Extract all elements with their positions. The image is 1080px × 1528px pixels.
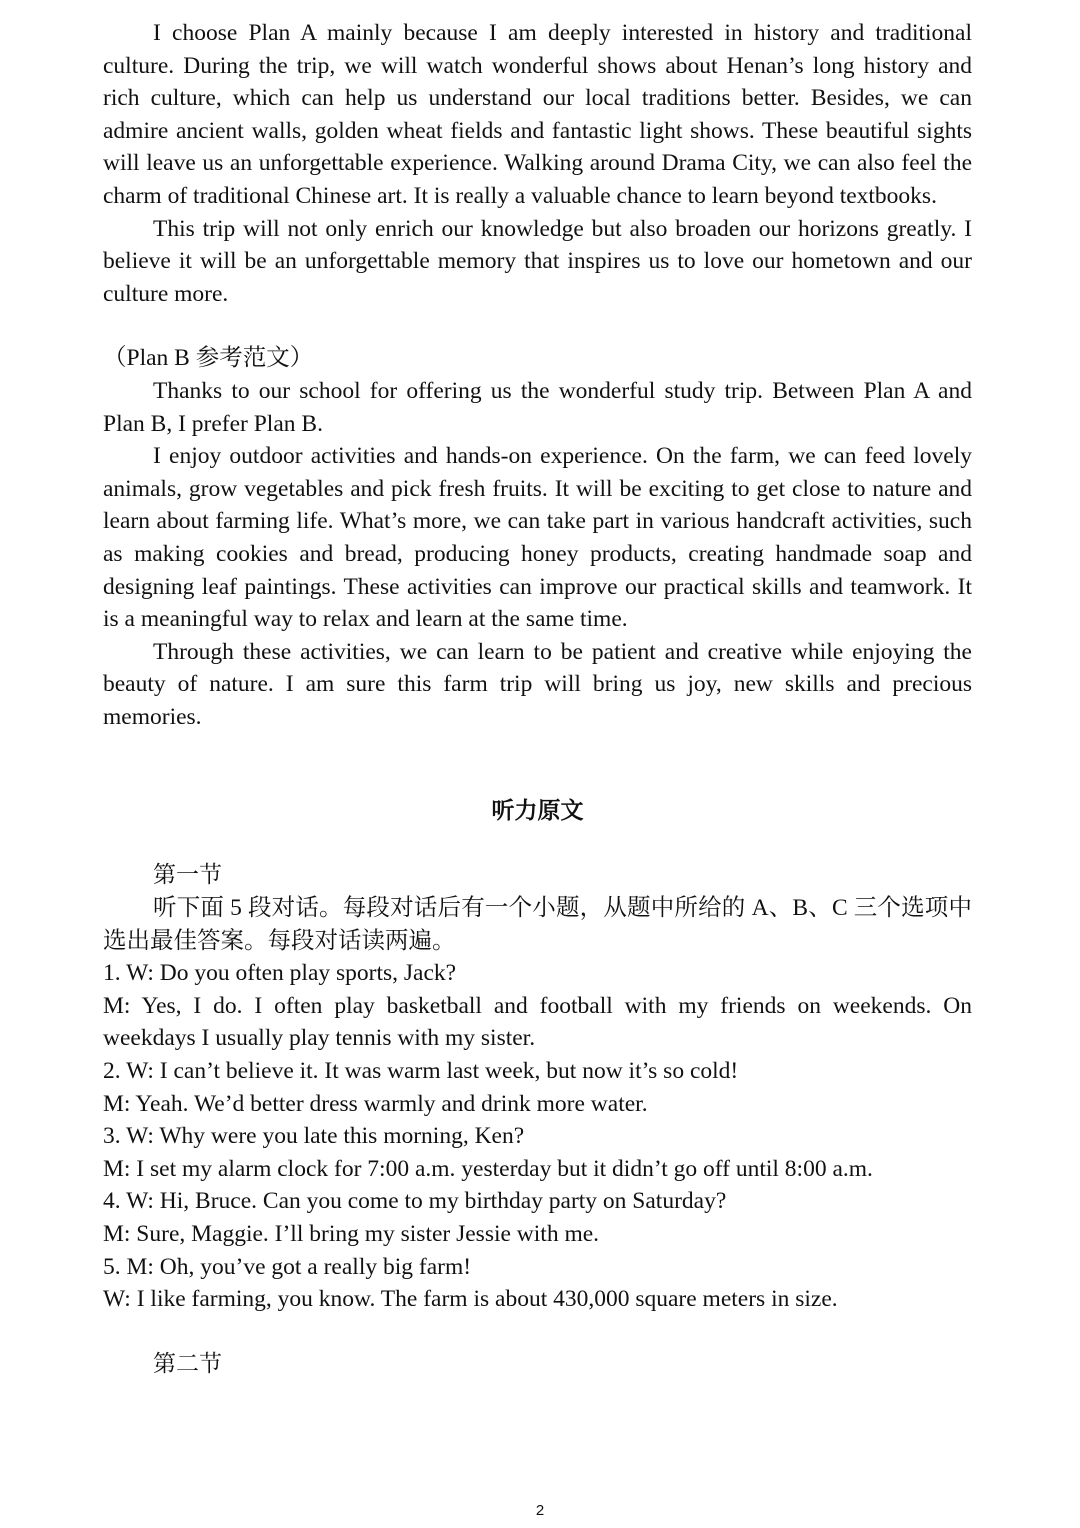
dialogue-line: 5. M: Oh, you’ve got a really big farm!	[103, 1253, 472, 1280]
dialogue-line: 3. W: Why were you late this morning, Ken?	[103, 1123, 525, 1150]
listening-transcript	[103, 795, 972, 1380]
dialogue-line: 2. W: I can’t believe it. It was warm last week, but now it’s so cold!	[103, 1058, 739, 1085]
plan-b-paragraph-3: Through these activities, we can learn to be patient and creative while enjoying the beauty of nature. I am sure this farm trip will bring us joy, new skills and precious memories.	[103, 638, 972, 730]
dialogue-line: W: I like farming, you know. The farm is about 430,000 square meters in size.	[103, 1286, 838, 1313]
section-1-heading: 第一节	[153, 862, 222, 888]
plan-a-essay	[103, 17, 972, 310]
dialogue-line: 4. W: Hi, Bruce. Can you come to my birthday party on Saturday?	[103, 1188, 727, 1215]
document-page	[103, 17, 972, 1380]
section-2-heading: 第二节	[153, 1350, 222, 1376]
plan-a-paragraph-1: I choose Plan A mainly because I am deeply interested in history and traditional culture. During the trip, we will watch wonderful shows about Henan’s long history and rich culture, which can help us understand our local traditions better. Besides, we can admire ancient walls, golden wheat fields and fantastic light shows. These beautiful sights will leave us an unforgettable experience. Walking around Drama City, we can also feel the charm of traditional Chinese art. It is really a valuable chance to learn beyond textbooks.	[103, 20, 972, 209]
plan-b-paragraph-1: Thanks to our school for offering us the wonderful study trip. Between Plan A and Plan B, I prefer Plan B.	[103, 377, 972, 437]
plan-a-paragraph-2: This trip will not only enrich our knowledge but also broaden our horizons greatly. I believe it will be an unforgettable memory that inspires us to love our hometown and our culture more.	[103, 215, 972, 307]
plan-b-label: （Plan B 参考范文）	[103, 345, 314, 372]
dialogue-line: M: Yeah. We’d better dress warmly and drink more water.	[103, 1090, 648, 1117]
page-number: 2	[535, 1502, 545, 1519]
dialogue-line: 1. W: Do you often play sports, Jack?	[103, 960, 457, 987]
dialogue-line: M: I set my alarm clock for 7:00 a.m. yesterday but it didn’t go off until 8:00 a.m.	[103, 1155, 873, 1182]
plan-b-essay	[103, 342, 972, 733]
section-1-instruction: 听下面 5 段对话。每段对话后有一个小题，从题中所给的 A、B、C 三个选项中选出最佳答案。每段对话读两遍。	[103, 895, 972, 954]
dialogue-line: M: Yes, I do. I often play basketball and football with my friends on weekends. On weekdays I usually play tennis with my sister.	[103, 992, 972, 1052]
listening-title: 听力原文	[491, 798, 584, 825]
dialogue-line: M: Sure, Maggie. I’ll bring my sister Jessie with me.	[103, 1221, 600, 1247]
plan-b-paragraph-2: I enjoy outdoor activities and hands-on experience. On the farm, we can feed lovely animals, grow vegetables and pick fresh fruits. It will be exciting to get close to nature and learn about farming life. What’s more, we can take part in various handcraft activities, such as making cookies and bread, producing honey products, creating handmade soap and designing leaf paintings. These activities can improve our practical skills and teamwork. It is a meaningful way to relax and learn at the same time.	[103, 443, 972, 633]
